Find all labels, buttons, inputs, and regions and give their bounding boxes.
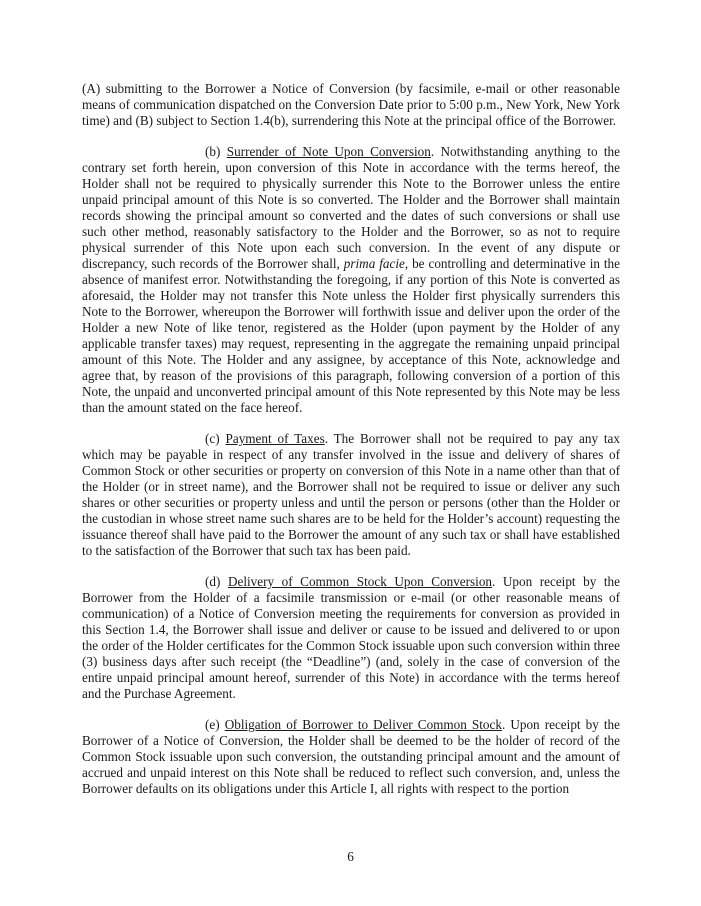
paragraph-e-obligation-to-deliver — [82, 717, 620, 797]
italic-term: prima facie, — [343, 256, 409, 271]
paragraph-text: . Notwithstanding anything to the contrary set forth herein, upon conversion of this Note in accordance with the terms hereof, the Holder shall not be required to physically surrender this Note to the Borrower unless the entire unpaid principal amount of this Note is so converted. The Holder and the Borrower shall maintain records showing the principal amount so converted and the dates of such conversions or shall use such other method, reasonably satisfactory to the Holder and the Borrower, so as not to require physical surrender of this Note upon each such conversion. In the event of any dispute or discrepancy, such records of the Borrower shall, — [82, 144, 621, 271]
document-page — [82, 81, 620, 812]
page-number: 6 — [347, 849, 354, 864]
section-label: (d) — [205, 574, 221, 589]
paragraph-text: be controlling and determinative in the absence of manifest error. Notwithstanding the foregoing, if any portion of this Note is converted as aforesaid, the Holder may not transfer this Note unless the Holder first physically surrenders this Note to the Borrower, whereupon the Borrower will forthwith issue and deliver upon the order of the Holder a new Note of like tenor, registered as the Holder (upon payment by the Holder of any applicable transfer taxes) may request, representing in the aggregate the remaining unpaid principal amount of this Note. The Holder and any assignee, by acceptance of this Note, acknowledge and agree that, by reason of the provisions of this paragraph, following conversion of a portion of this Note, the unpaid and unconverted principal amount of this Note represented by this Note may be less than the amount stated on the face hereof. — [82, 256, 620, 415]
paragraph-text: (A) submitting to the Borrower a Notice of Conversion (by facsimile, e-mail or other reasonable means of communication dispatched on the Conversion Date prior to 5:00 p.m., New York, New York time) and (B) subject to Section 1.4(b), surrendering this Note at the principal office of the Borrower. — [82, 81, 620, 128]
paragraph-text: . Upon receipt by the Borrower from the Holder of a facsimile transmission or e-mail (or other reasonable means of communication) of a Notice of Conversion meeting the requirements for conversion as provided in this Section 1.4, the Borrower shall issue and deliver or cause to be issued and delivered to or upon the order of the Holder certificates for the Common Stock issuable upon such conversion within three (3) business days after such receipt (the “Deadline”) (and, solely in the case of conversion of the entire unpaid principal amount hereof, surrender of this Note) in accordance with the terms hereof and the Purchase Agreement. — [82, 574, 620, 701]
paragraph-b-surrender-of-note — [82, 144, 620, 416]
section-label: (e) — [205, 717, 220, 732]
paragraph-text: . Upon receipt by the Borrower of a Notice of Conversion, the Holder shall be deemed to be the holder of record of the Common Stock issuable upon such conversion, the outstanding principal amount and the amount of accrued and unpaid interest on this Note shall be reduced to reflect such conversion, and, unless the Borrower defaults on its obligations under this Article I, all rights with respect to the portion — [82, 717, 620, 796]
paragraph-text: . The Borrower shall not be required to pay any tax which may be payable in respect of any transfer involved in the issue and delivery of shares of Common Stock or other securities or property on conversion of this Note in a name other than that of the Holder (or in street name), and the Borrower shall not be required to issue or deliver any such shares or other securities or property unless and until the person or persons (other than the Holder or the custodian in whose street name such shares are to be held for the Holder’s account) requesting the issuance thereof shall have paid to the Borrower the amount of any such tax or shall have established to the satisfaction of the Borrower that such tax has been paid. — [82, 431, 621, 558]
paragraph-continuation — [82, 81, 620, 129]
section-heading: Delivery of Common Stock Upon Conversion — [227, 574, 493, 589]
paragraph-d-delivery-of-common-stock — [82, 574, 620, 702]
section-heading: Payment of Taxes — [225, 431, 325, 446]
section-label: (c) — [205, 431, 220, 446]
section-heading: Obligation of Borrower to Deliver Common Stock — [224, 717, 502, 732]
section-heading: Surrender of Note Upon Conversion — [226, 144, 431, 159]
paragraph-c-payment-of-taxes — [82, 431, 620, 559]
section-label: (b) — [205, 144, 221, 159]
